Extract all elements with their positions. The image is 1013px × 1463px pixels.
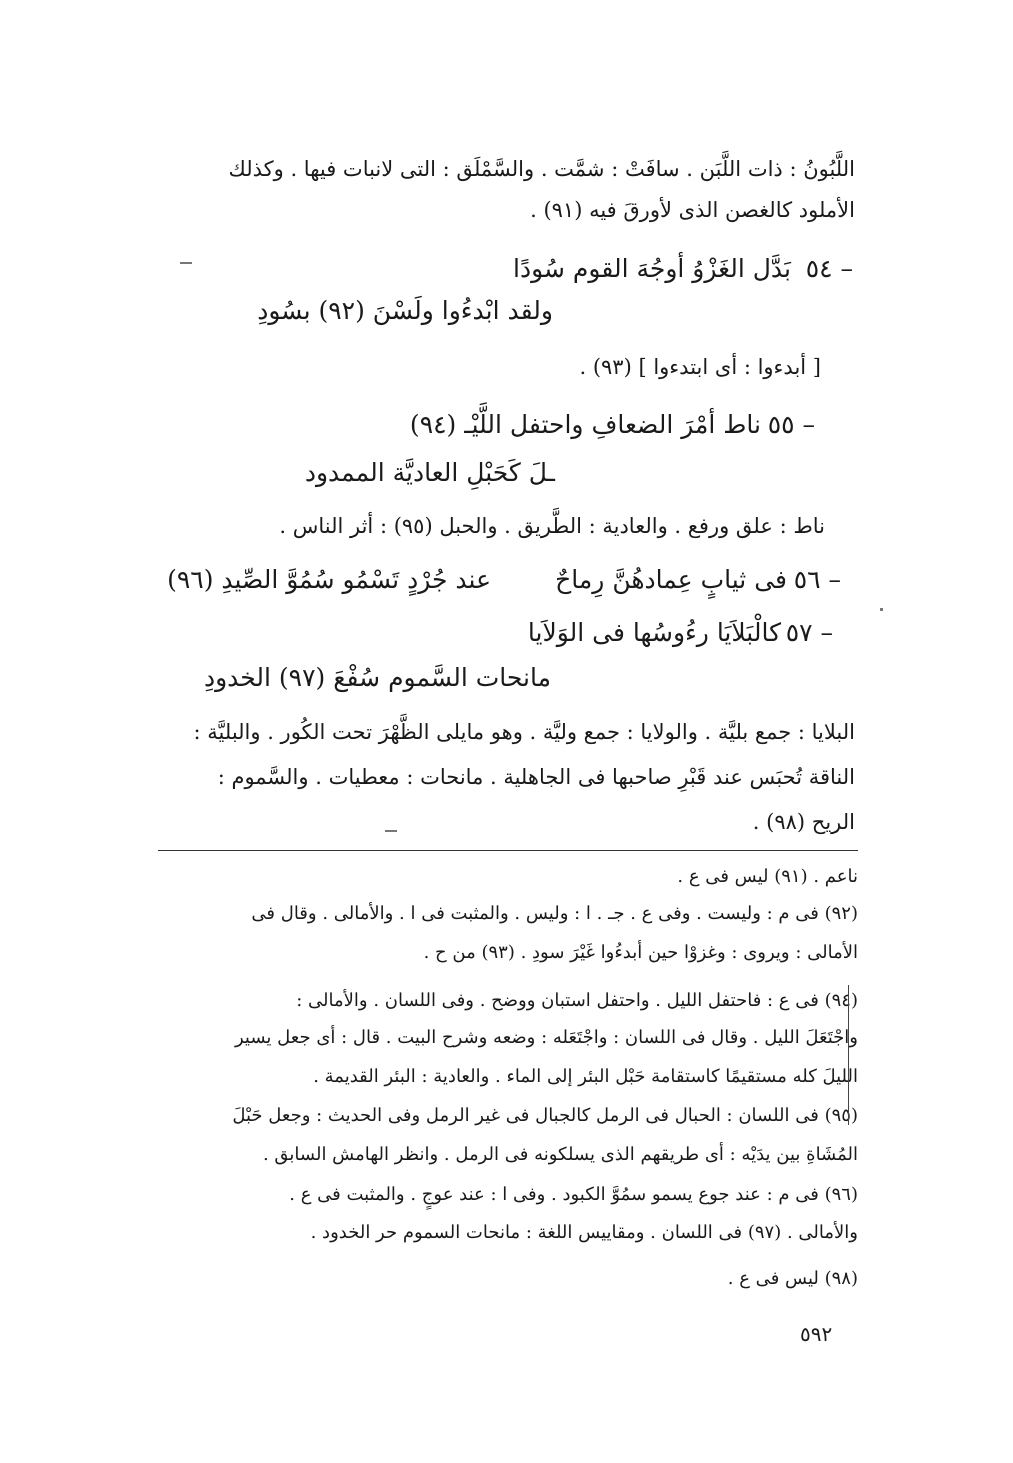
- footnote-line: (٩٤) فى ع : فاحتفل الليل . واحتفل استبان ووضح . وفى اللسان . والأمالى :: [296, 990, 858, 1011]
- footnote-line: والأمالى . (٩٧) فى اللسان . ومقاييس اللغة : مانحات السموم حر الخدود .: [310, 1222, 858, 1243]
- footnote-separator: [158, 850, 858, 851]
- verse-second-hemistich: عند جُرْدٍ تَسْمُو سُمُوَّ الصِّيدِ (٩٦): [167, 565, 491, 594]
- footnote-line: الليلَ كله مستقيمًا كاستقامة حَبْل البئر إلى الماء . والعادية : البئر القديمة .: [313, 1066, 858, 1087]
- commentary-line: الريح (٩٨) .: [752, 810, 855, 834]
- verse-first-hemistich: ناط أمْرَ الضعافِ واحتفل اللَّيْـ (٩٤): [409, 410, 761, 439]
- gloss-line: ناط : علق ورفع . والعادية : الطَّريق . والحبل (٩٥) : أثر الناس .: [279, 514, 825, 538]
- verse-num: ٥٧: [785, 618, 813, 647]
- verse-first-hemistich: بَدَّل الغَزْوُ أوجُهَ القوم سُودًا: [513, 254, 791, 283]
- verse-first-hemistich: كالْبَلاَيَا رءُوسُها فى الوَلاَيا: [527, 618, 781, 647]
- footnote-line: ناعم . (٩١) ليس فى ع .: [677, 866, 858, 887]
- page-number: ٥٩٢: [800, 1322, 833, 1346]
- scan-speck: [180, 262, 192, 264]
- verse-number: ٥٥ –: [767, 410, 815, 439]
- verse-num: ٥٥: [767, 410, 795, 439]
- scan-speck: [385, 830, 397, 832]
- commentary-line: البلايا : جمع بليَّة . والولايا : جمع وليَّة . وهو مايلى الظَّهْرَ تحت الكُور . والبليَّة :: [193, 720, 855, 744]
- footnote-line: (٩٥) فى اللسان : الحبال فى الرمل كالجبال فى غير الرمل وفى الحديث : وجعل حَبْلَ: [232, 1105, 858, 1126]
- verse-second-hemistich: ـلَ كَحَبْلِ العاديَّة الممدود: [304, 458, 555, 487]
- footnote-line: المُشَاةِ بين يدَيْه : أى طريقهم الذى يسلكونه فى الرمل . وانظر الهامش السابق .: [262, 1144, 858, 1165]
- gloss-line: [ أبدءوا : أى ابتدءوا ] (٩٣) .: [579, 355, 821, 379]
- commentary-line: الناقة تُحبَس عند قَبْرِ صاحبها فى الجاهلية . مانحات : معطيات . والسَّموم :: [217, 765, 855, 789]
- commentary-line: الأملود كالغصن الذى لأورقَ فيه (٩١) .: [530, 198, 855, 222]
- footnote-line: واجْتَعَلَ الليل . وقال فى اللسان : واجْتَعَله : وضعه وشرح البيت . قال : أى جعل يسير: [235, 1027, 858, 1048]
- commentary-line: اللَّبُونُ : ذات اللَّبَن . سافَتْ : شمَّت . والسَّمْلَق : التى لانبات فيها . وكذلك: [228, 157, 855, 181]
- verse-number: ٥٦ –: [793, 565, 841, 594]
- footnote-line: (٩٦) فى م : عند جوع يسمو سمُوَّ الكبود . وفى ا : عند عوجٍ . والمثبت فى ع .: [289, 1184, 858, 1205]
- footnote-line: الأمالى : ويروى : وغزوْا حين أبدءُوا غَيْرَ سودِ . (٩٣) من ح .: [423, 942, 858, 963]
- footnote-line: (٩٨) ليس فى ع .: [727, 1268, 858, 1289]
- scan-speck: [880, 608, 883, 611]
- verse-number: ٥٧ –: [785, 618, 833, 647]
- margin-mark: [848, 985, 849, 1125]
- verse-num: ٥٦: [793, 565, 821, 594]
- verse-num: ٥٤: [805, 254, 833, 283]
- verse-second-hemistich: مانحات السَّموم سُفْعَ (٩٧) الخدودِ: [203, 663, 551, 692]
- verse-number: ٥٤ –: [805, 254, 853, 283]
- footnote-line: (٩٢) فى م : وليست . وفى ع . جـ . ا : وليس . والمثبت فى ا . والأمالى . وقال فى: [251, 903, 858, 924]
- verse-second-hemistich: ولقد ابْدءُوا ولَسْنَ (٩٢) بسُودِ: [257, 296, 553, 325]
- verse-first-hemistich: فى ثيابٍ عِمادهُنَّ رِماحٌ: [555, 565, 787, 594]
